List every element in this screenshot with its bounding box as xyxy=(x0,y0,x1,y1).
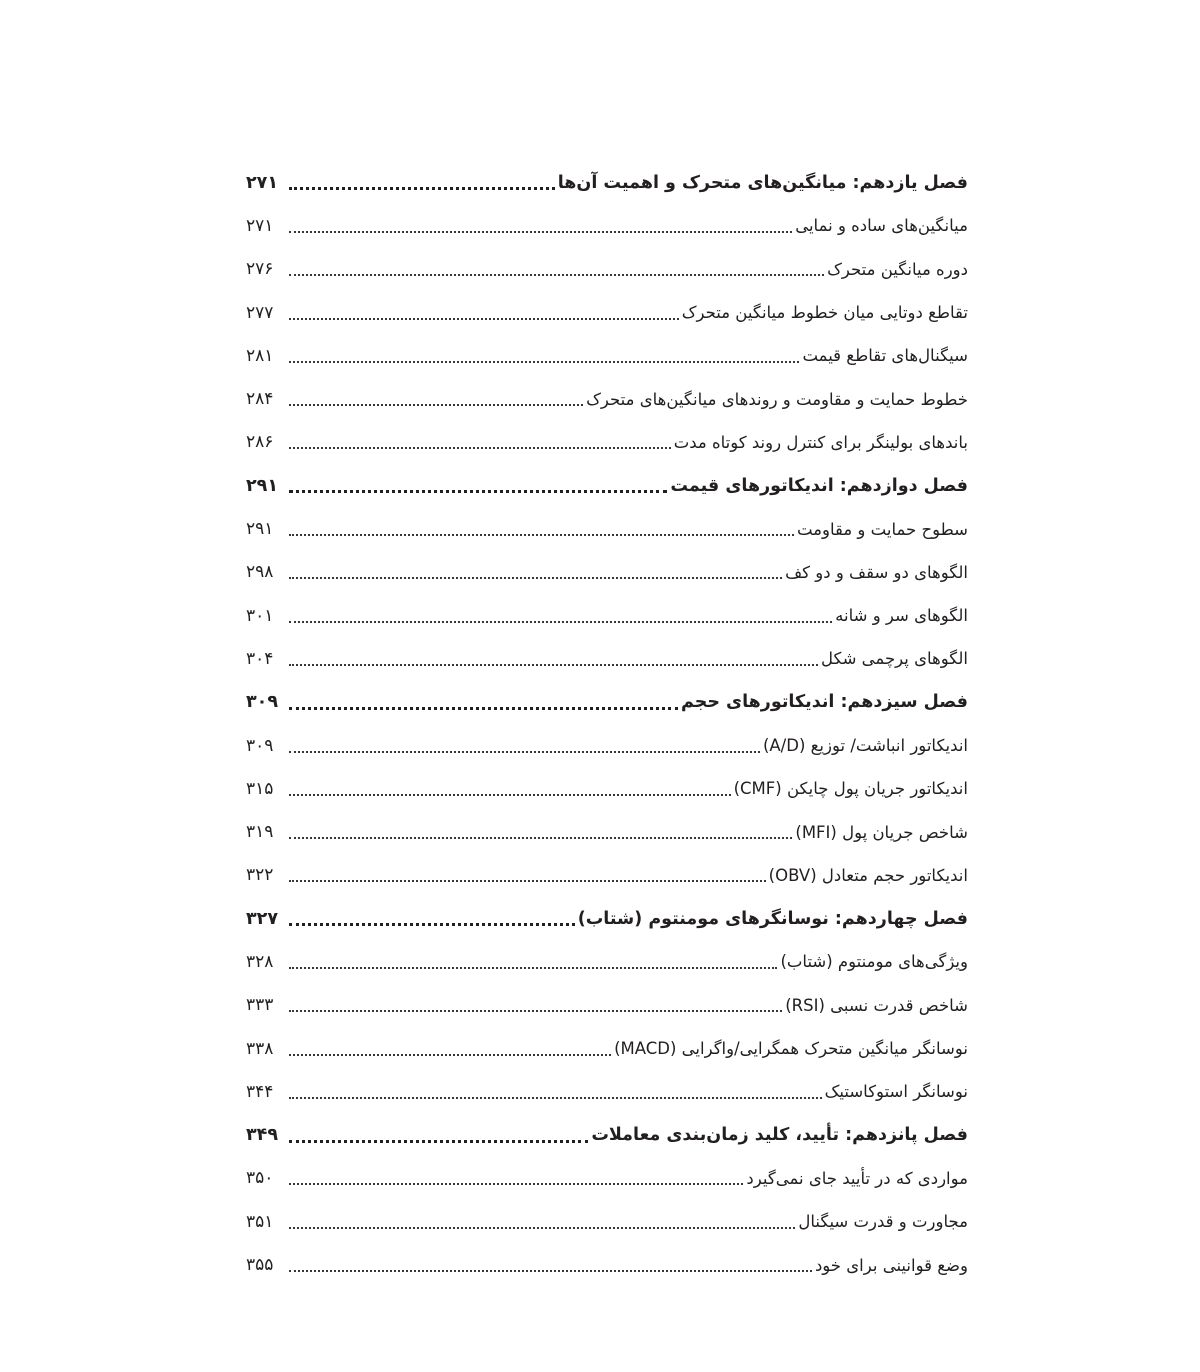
page-number: ۲۸۶ xyxy=(246,432,274,453)
section-entry-row xyxy=(246,377,968,420)
section-title: سطوح حمایت و مقاومت xyxy=(796,519,968,539)
section-title: وضع قوانینی برای خود xyxy=(814,1255,968,1275)
section-entry-row xyxy=(246,1157,968,1200)
dot-leader xyxy=(289,1183,743,1185)
section-entry-row xyxy=(246,334,968,377)
section-title: اندیکاتور جریان پول چایکن (CMF) xyxy=(733,779,968,799)
section-entry-row xyxy=(246,1027,968,1070)
dot-leader xyxy=(289,880,766,882)
section-title: الگوهای دو سقف و دو کف xyxy=(785,562,968,582)
section-title: میانگین‌های ساده و نمایی xyxy=(795,216,968,236)
dot-leader xyxy=(289,361,799,363)
dot-leader xyxy=(289,837,792,839)
table-of-contents xyxy=(246,161,968,1287)
section-entry-row xyxy=(246,1070,968,1113)
section-entry-row xyxy=(246,767,968,810)
dot-leader xyxy=(289,577,782,579)
chapter-title: فصل دوازدهم: اندیکاتورهای قیمت xyxy=(670,475,968,496)
section-entry-row xyxy=(246,421,968,464)
dot-leader xyxy=(289,1054,611,1056)
page-number: ۳۴۴ xyxy=(246,1081,274,1102)
section-title: تقاطع دوتایی میان خطوط میانگین متحرک xyxy=(681,303,968,323)
page-number: ۳۱۹ xyxy=(246,822,274,843)
section-entry-row xyxy=(246,291,968,334)
page-number: ۳۵۵ xyxy=(246,1255,274,1276)
chapter-heading-row xyxy=(246,1114,968,1157)
section-entry-row xyxy=(246,810,968,853)
page-number: ۳۰۹ xyxy=(246,692,279,713)
chapter-heading-row xyxy=(246,897,968,940)
page-number: ۳۳۸ xyxy=(246,1038,274,1059)
section-entry-row xyxy=(246,248,968,291)
section-title: نوسانگر میانگین متحرک همگرایی/واگرایی (MACD) xyxy=(614,1039,968,1059)
page-number: ۳۰۱ xyxy=(246,605,274,626)
page-number: ۲۸۱ xyxy=(246,345,274,366)
section-title: سیگنال‌های تقاطع قیمت xyxy=(802,346,968,366)
page-number: ۲۷۱ xyxy=(246,215,274,236)
chapter-title: فصل یازدهم: میانگین‌های متحرک و اهمیت آن‌ها xyxy=(557,172,968,193)
section-title: نوسانگر استوکاستیک xyxy=(824,1082,968,1102)
section-title: خطوط حمایت و مقاومت و روندهای میانگین‌های متحرک xyxy=(586,389,968,409)
dot-leader xyxy=(289,1270,812,1272)
page-number: ۲۹۱ xyxy=(246,519,274,540)
section-entry-row xyxy=(246,940,968,983)
chapter-title: فصل پانزدهم: تأیید، کلید زمان‌بندی معاملات xyxy=(591,1125,968,1146)
section-title: باندهای بولینگر برای کنترل روند کوتاه مدت xyxy=(673,432,968,452)
dot-leader xyxy=(289,318,679,320)
section-entry-row xyxy=(246,984,968,1027)
section-title: اندیکاتور حجم متعادل (OBV) xyxy=(768,865,968,885)
page-number: ۳۲۲ xyxy=(246,865,274,886)
page-number: ۲۹۱ xyxy=(246,475,279,496)
chapter-heading-row xyxy=(246,464,968,507)
page-number: ۲۹۸ xyxy=(246,562,274,583)
dot-leader xyxy=(289,1140,588,1143)
page-number: ۳۴۹ xyxy=(246,1125,279,1146)
chapter-heading-row xyxy=(246,681,968,724)
page-number: ۳۱۵ xyxy=(246,778,274,799)
section-entry-row xyxy=(246,1200,968,1243)
dot-leader xyxy=(289,231,792,233)
chapter-heading-row xyxy=(246,161,968,204)
section-entry-row xyxy=(246,507,968,550)
section-title: مواردی که در تأیید جای نمی‌گیرد xyxy=(746,1168,968,1188)
section-entry-row xyxy=(246,637,968,680)
section-title: الگوهای پرچمی شکل xyxy=(820,649,968,669)
section-title: مجاورت و قدرت سیگنال xyxy=(798,1212,968,1232)
dot-leader xyxy=(289,274,824,276)
page-number: ۳۰۴ xyxy=(246,648,274,669)
dot-leader xyxy=(289,794,731,796)
page-number: ۲۷۷ xyxy=(246,302,274,323)
dot-leader xyxy=(289,1097,822,1099)
section-entry-row xyxy=(246,204,968,247)
dot-leader xyxy=(289,751,760,753)
dot-leader xyxy=(289,664,818,666)
section-entry-row xyxy=(246,854,968,897)
section-entry-row xyxy=(246,551,968,594)
dot-leader xyxy=(289,923,575,926)
section-title: دوره میانگین متحرک xyxy=(827,259,968,279)
dot-leader xyxy=(289,404,583,406)
dot-leader xyxy=(289,1010,782,1012)
section-entry-row xyxy=(246,594,968,637)
section-title: شاخص جریان پول (MFI) xyxy=(795,822,968,842)
dot-leader xyxy=(289,707,678,710)
page-number: ۳۰۹ xyxy=(246,735,274,756)
chapter-title: فصل سیزدهم: اندیکاتورهای حجم xyxy=(681,692,968,713)
page-number: ۳۲۸ xyxy=(246,951,274,972)
page-number: ۲۷۱ xyxy=(246,172,279,193)
section-entry-row xyxy=(246,724,968,767)
section-entry-row xyxy=(246,1243,968,1286)
dot-leader xyxy=(289,1227,795,1229)
dot-leader xyxy=(289,621,832,623)
section-title: ویژگی‌های مومنتوم (شتاب) xyxy=(780,952,968,972)
section-title: شاخص قدرت نسبی (RSI) xyxy=(785,995,968,1015)
section-title: اندیکاتور انباشت/ توزیع (A/D) xyxy=(762,736,968,755)
page-number: ۳۲۷ xyxy=(246,908,279,929)
page-number: ۳۳۳ xyxy=(246,995,274,1016)
page-number: ۲۸۴ xyxy=(246,389,274,410)
page-number: ۲۷۶ xyxy=(246,259,274,280)
chapter-title: فصل چهاردهم: نوسانگرهای مومنتوم (شتاب) xyxy=(577,908,968,929)
dot-leader xyxy=(289,187,555,190)
dot-leader xyxy=(289,447,671,449)
page-number: ۳۵۱ xyxy=(246,1211,274,1232)
section-title: الگوهای سر و شانه xyxy=(835,606,968,626)
page-number: ۳۵۰ xyxy=(246,1168,274,1189)
dot-leader xyxy=(289,534,794,536)
dot-leader xyxy=(289,490,667,493)
dot-leader xyxy=(289,967,777,969)
